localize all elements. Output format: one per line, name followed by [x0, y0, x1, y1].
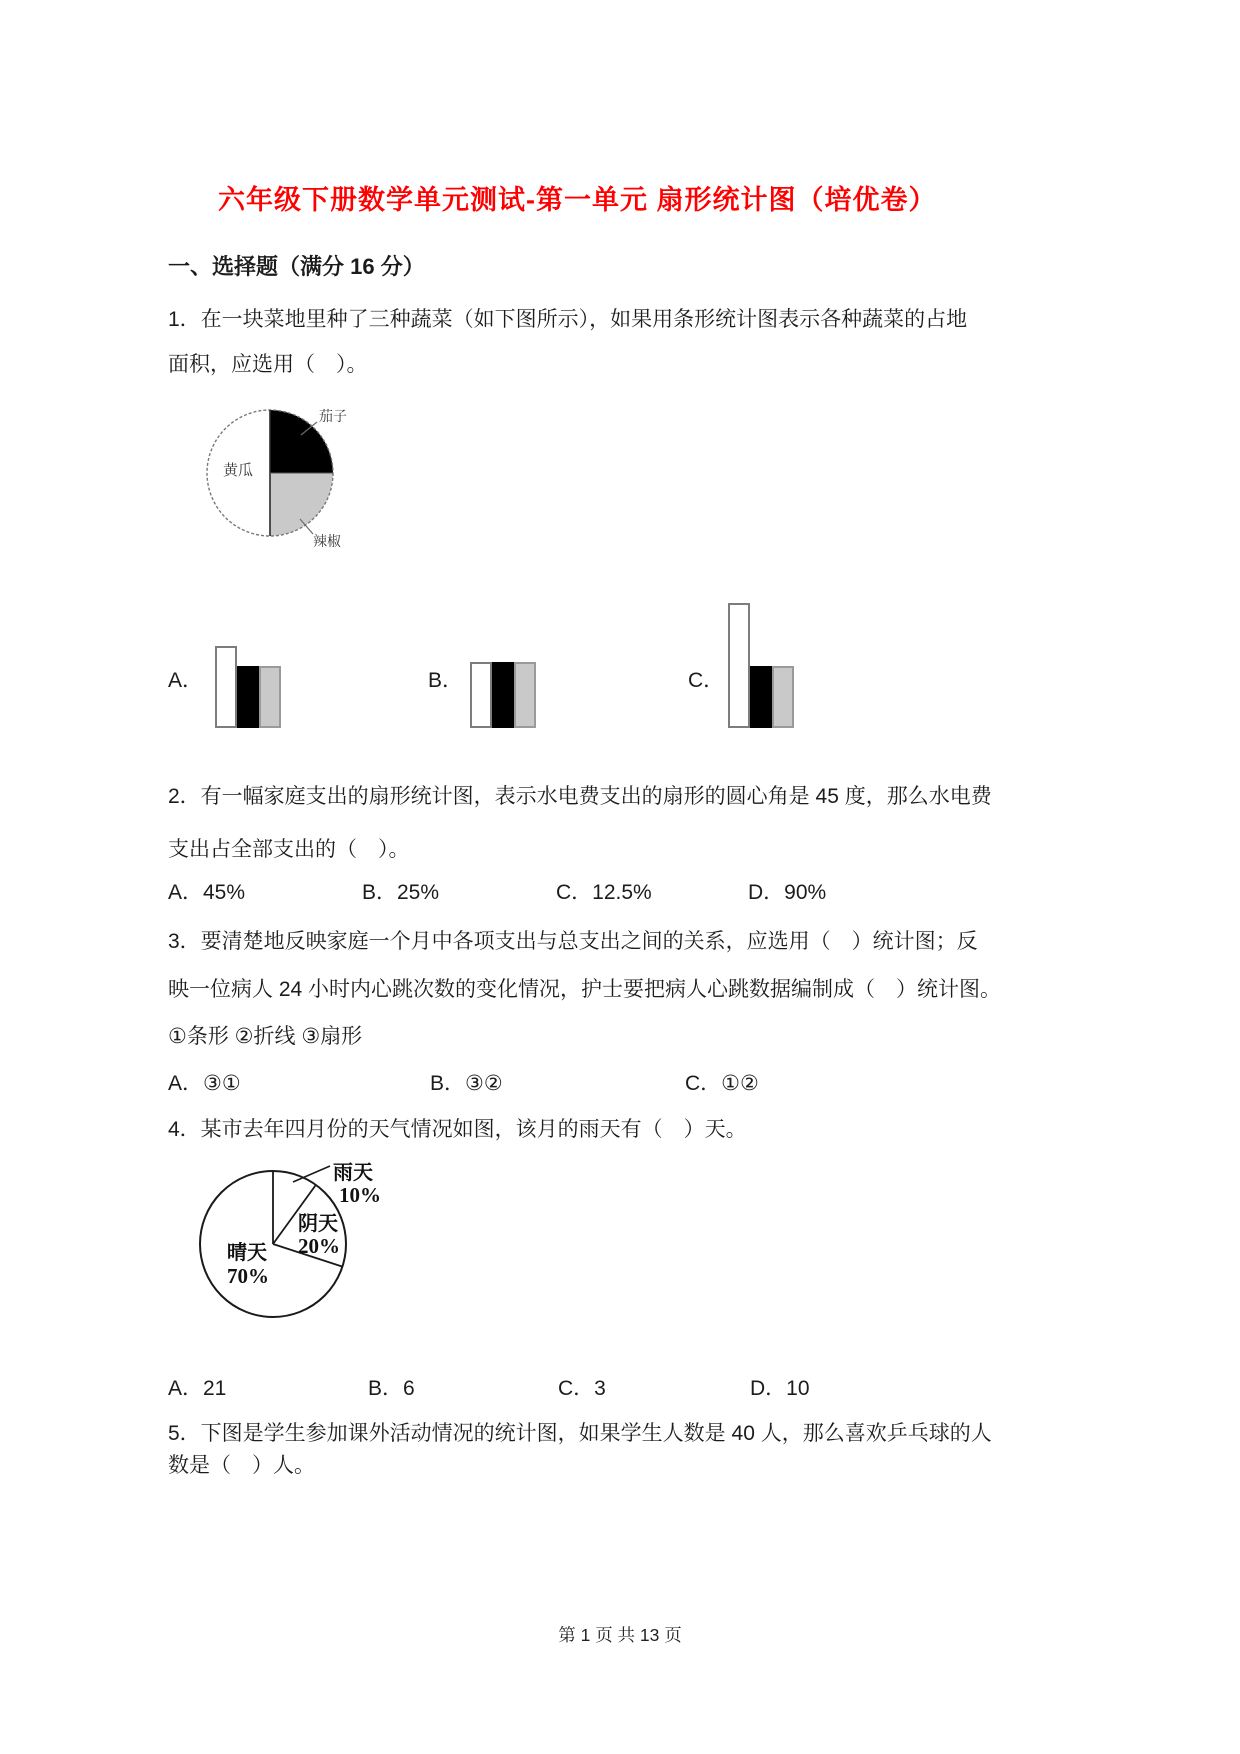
- bar-gray: [772, 666, 794, 728]
- q4-pie-chart: [180, 1150, 395, 1330]
- q1-option-c-label: C．: [688, 669, 725, 692]
- q2-option-d: D．90%: [748, 881, 827, 904]
- section-heading: 一、选择题（满分 16 分）: [168, 254, 425, 279]
- q1-pie-label-eggplant: 茄子: [319, 408, 347, 424]
- bar-white: [215, 646, 237, 728]
- page-footer: 第 1 页 共 13 页: [558, 1625, 682, 1645]
- q4-text-line1: 4．某市去年四月份的天气情况如图，该月的雨天有（ ）天。: [168, 1118, 747, 1141]
- bar-white: [728, 603, 750, 728]
- q4-pie-pct-rain: 10%: [339, 1183, 381, 1207]
- q4-pie-pct-sunny: 70%: [227, 1264, 269, 1288]
- q5-text-line2: 数是（ ）人。: [168, 1454, 315, 1477]
- q2-option-a: A．45%: [168, 881, 246, 904]
- bar-black: [237, 666, 259, 728]
- q1-option-c-bar-chart: [728, 603, 794, 728]
- q2-option-b: B．25%: [362, 881, 440, 904]
- q4-pie-label-cloudy: 阴天: [298, 1213, 338, 1235]
- q4-pie-label-rain: 雨天: [333, 1162, 373, 1184]
- bar-gray: [514, 662, 536, 728]
- q1-option-b-bar-chart: [470, 662, 536, 728]
- q1-option-a-bar-chart: [215, 646, 281, 728]
- bar-black: [750, 666, 772, 728]
- q4-option-b: B．6: [368, 1377, 415, 1400]
- q3-option-c: C．①②: [685, 1072, 759, 1095]
- q4-option-a: A．21: [168, 1377, 227, 1400]
- q1-pie-label-cucumber: 黄瓜: [222, 462, 254, 479]
- q1-pie-label-pepper: 辣椒: [313, 533, 341, 549]
- q4-pie-pct-cloudy: 20%: [298, 1234, 340, 1258]
- q1-option-b-label: B．: [428, 669, 464, 692]
- q1-option-a-label: A．: [168, 669, 204, 692]
- q4-leader-rain: [293, 1166, 330, 1182]
- page-title: 六年级下册数学单元测试-第一单元 扇形统计图（培优卷）: [218, 185, 937, 215]
- q2-option-c: C．12.5%: [556, 881, 652, 904]
- q2-text-line2: 支出占全部支出的（ ）。: [168, 838, 410, 861]
- q1-pie-slice-pepper: [270, 473, 333, 536]
- q3-option-b: B．③②: [430, 1072, 503, 1095]
- q4-pie-label-sunny: 晴天: [227, 1242, 267, 1264]
- bar-white: [470, 662, 492, 728]
- q1-text-line2: 面积，应选用（ ）。: [168, 353, 368, 376]
- q2-text-line1: 2．有一幅家庭支出的扇形统计图，表示水电费支出的扇形的圆心角是 45 度，那么水电费: [168, 785, 992, 808]
- q1-text-line1: 1．在一块菜地里种了三种蔬菜（如下图所示），如果用条形统计图表示各种蔬菜的占地: [168, 308, 968, 331]
- q5-text-line1: 5．下图是学生参加课外活动情况的统计图，如果学生人数是 40 人，那么喜欢乒乓球的人: [168, 1422, 992, 1445]
- q3-option-a: A．③①: [168, 1072, 241, 1095]
- q4-option-c: C．3: [558, 1377, 606, 1400]
- q3-text-line1: 3．要清楚地反映家庭一个月中各项支出与总支出之间的关系，应选用（ ）统计图；反: [168, 930, 978, 953]
- bar-gray: [259, 666, 281, 728]
- bar-black: [492, 662, 514, 728]
- q4-option-d: D．10: [750, 1377, 810, 1400]
- q1-pie-chart: [180, 398, 375, 550]
- q3-text-line3: ①条形 ②折线 ③扇形: [168, 1025, 363, 1048]
- q3-text-line2: 映一位病人 24 小时内心跳次数的变化情况，护士要把病人心跳数据编制成（ ）统计图。: [168, 978, 1002, 1001]
